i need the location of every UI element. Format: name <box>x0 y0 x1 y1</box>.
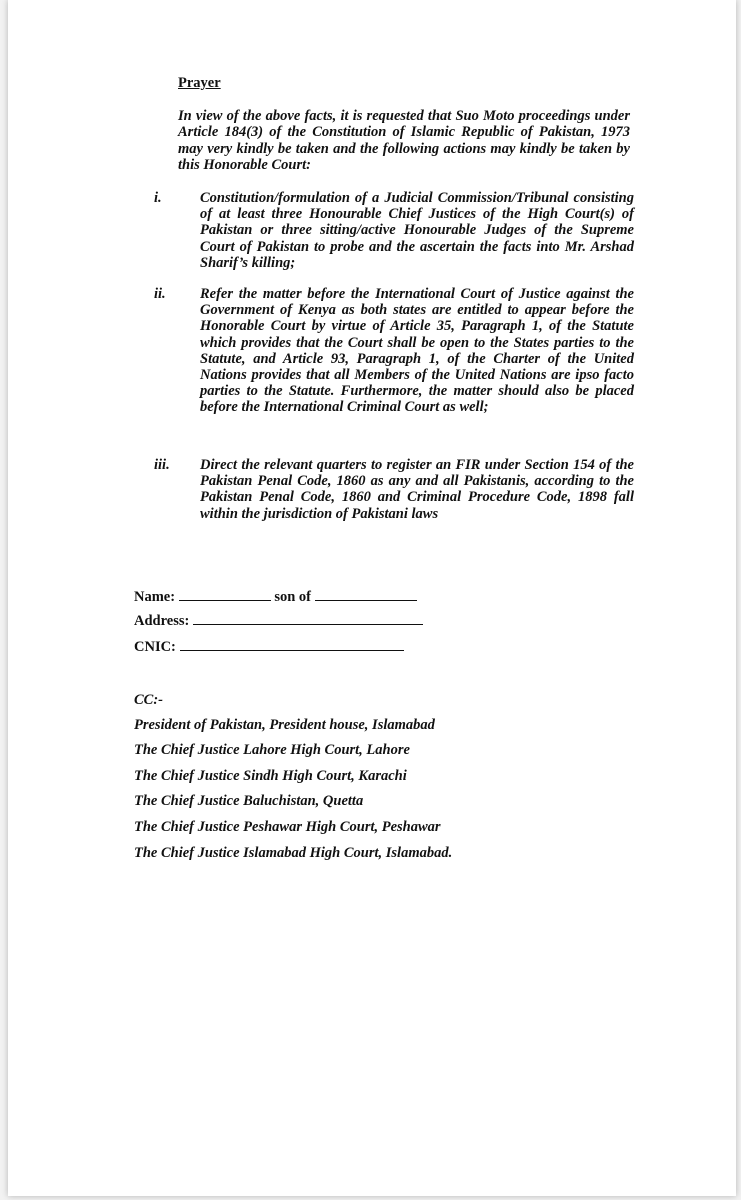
address-blank <box>193 612 423 625</box>
cnic-field <box>134 638 404 656</box>
document-page <box>8 0 736 1196</box>
item-number: iii. <box>154 457 170 473</box>
item-number: i. <box>154 190 162 206</box>
name-field <box>134 588 417 606</box>
cc-recipient: The Chief Justice Lahore High Court, Lahore <box>134 742 410 758</box>
item-number: ii. <box>154 286 166 302</box>
address-label: Address: <box>134 613 190 629</box>
item-text: Refer the matter before the International Court of Justice against the Government of Kenya as both states are entitled to appear before the Honorable Court by virtue of Article 35, Paragraph 1, of the Statute which provides that the Court shall be open to the States parties to the Statute, and Article 93, Paragraph 1, of the Charter of the United Nations provides that all Members of the United Nations are ipso facto parties to the Statute. Furthermore, the matter should also be placed before the International Criminal Court as well; <box>200 286 634 416</box>
cc-recipient: The Chief Justice Baluchistan, Quetta <box>134 793 364 809</box>
son-of-label: son of <box>274 589 311 605</box>
item-text: Constitution/formulation of a Judicial Commission/Tribunal consisting of at least three Honourable Chief Justices of the High Court(s) of Pakistan or three sitting/active Honourable Judges of the Supreme Court of Pakistan to probe and the ascertain the facts into Mr. Arshad Sharif’s killing; <box>200 190 634 271</box>
cc-recipient: The Chief Justice Islamabad High Court, Islamabad. <box>134 845 453 861</box>
address-field <box>134 612 423 630</box>
name-blank <box>179 588 271 601</box>
son-of-blank <box>315 588 417 601</box>
cc-label: CC:- <box>134 692 163 708</box>
cnic-blank <box>180 638 404 651</box>
item-text: Direct the relevant quarters to register an FIR under Section 154 of the Pakistan Penal Code, 1860 as any and all Pakistanis, according to the Pakistan Penal Code, 1860 and Criminal Procedure Code, 1898 fall within the jurisdiction of Pakistani laws <box>200 457 634 522</box>
cc-recipient: The Chief Justice Peshawar High Court, Peshawar <box>134 819 441 835</box>
name-label: Name: <box>134 589 176 605</box>
cc-recipient: President of Pakistan, President house, Islamabad <box>134 717 435 733</box>
cnic-label: CNIC: <box>134 639 176 655</box>
prayer-heading: Prayer <box>178 75 221 91</box>
cc-recipient: The Chief Justice Sindh High Court, Karachi <box>134 768 407 784</box>
intro-paragraph: In view of the above facts, it is requested that Suo Moto proceedings under Article 184(3) of the Constitution of Islamic Republic of Pakistan, 1973 may very kindly be taken and the following actions may kindly be taken by this Honorable Court: <box>178 108 630 173</box>
